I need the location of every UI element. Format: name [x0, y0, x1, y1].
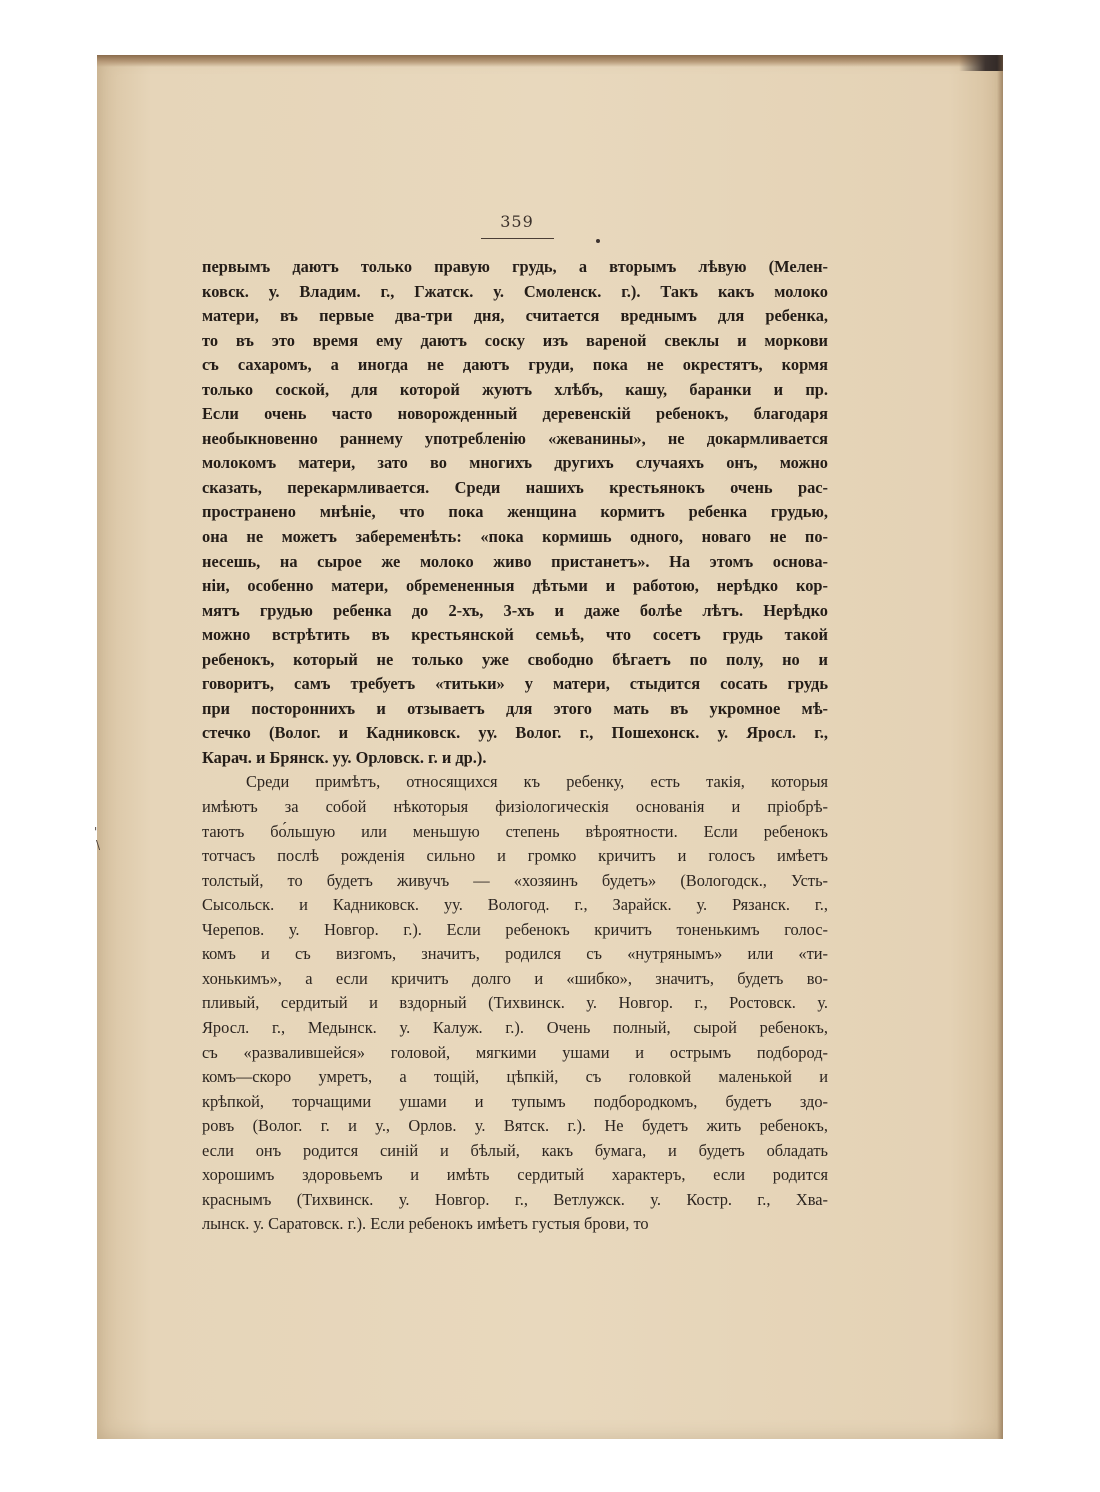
text-line: если онъ родится синій и бѣлый, какъ бумага, и будетъ обладать	[202, 1140, 828, 1160]
text-line: крѣпкой, торчащими ушами и тупымъ подбородкомъ, будетъ здо-	[202, 1091, 828, 1111]
text-line: говоритъ, самъ требуетъ «титьки» у матери, стыдится сосать грудь	[202, 674, 828, 694]
text-line: тотчасъ послѣ рожденія сильно и громко кричитъ и голосъ имѣетъ	[202, 846, 828, 866]
text-line: сказать, перекармливается. Среди нашихъ крестьянокъ очень рас-	[202, 477, 828, 497]
text-line: матери, въ первые два-три дня, считается вреднымъ для ребенка,	[202, 306, 828, 326]
text-line: хонькимъ», а если кричитъ долго и «шибко», значитъ, будетъ во-	[202, 968, 828, 988]
text-line: толстый, то будетъ живучъ — «хозяинъ будетъ» (Вологодск., Усть-	[202, 870, 828, 890]
text-line: имѣютъ за собой нѣкоторыя физіологическія основанія и пріобрѣ-	[202, 797, 828, 817]
text-line: несешь, на сырое же молоко живо пристанетъ». На этомъ основа-	[202, 551, 828, 571]
page-number: 359	[500, 212, 534, 231]
text-line: ровъ (Волог. г. и у., Орлов. у. Вятск. г.). Не будетъ жить ребенокъ,	[202, 1116, 828, 1136]
text-line: Если очень часто новорожденный деревенскій ребенокъ, благодаря	[202, 404, 828, 424]
text-line: она не можетъ забеременѣть: «пока кормишь одного, новаго не по-	[202, 527, 828, 547]
text-line: стечко (Волог. и Кадниковск. уу. Волог. г., Пошехонск. у. Яросл. г.,	[202, 723, 828, 743]
text-line: ребенокъ, который не только уже свободно бѣгаетъ по полу, но и	[202, 649, 828, 669]
paragraph	[202, 255, 828, 770]
text-line: первымъ даютъ только правую грудь, а вторымъ лѣвую (Мелен-	[202, 257, 828, 276]
text-line: хорошимъ здоровьемъ и имѣть сердитый характеръ, если родится	[202, 1165, 828, 1185]
ink-dot	[596, 239, 600, 243]
text-line: мятъ грудью ребенка до 2-хъ, 3-хъ и даже болѣе лѣтъ. Нерѣдко	[202, 600, 828, 620]
text-line: лынск. у. Саратовск. г.). Если ребенокъ имѣетъ густыя брови, то	[202, 1214, 649, 1234]
margin-mark: \	[96, 838, 101, 852]
text-line: съ «развалившейся» головой, мягкими ушами и острымъ подбород-	[202, 1042, 828, 1062]
text-line: при постороннихъ и отзываетъ для этого мать въ укромное мѣ-	[202, 698, 828, 718]
page-number-rule	[481, 238, 554, 239]
text-line: ніи, особенно матери, обремененныя дѣтьми и работою, нерѣдко кор-	[202, 576, 828, 596]
text-line: съ сахаромъ, а иногда не даютъ груди, пока не окрестятъ, кормя	[202, 355, 828, 375]
text-line: молокомъ матери, зато во многихъ другихъ случаяхъ онъ, можно	[202, 453, 828, 473]
text-line: пространено мнѣніе, что пока женщина кормитъ ребенка грудью,	[202, 502, 828, 522]
text-line: только соской, для которой жуютъ хлѣбъ, кашу, баранки и пр.	[202, 379, 828, 399]
body-text	[202, 255, 828, 1237]
text-line: Яросл. г., Медынск. у. Калуж. г.). Очень полный, сырой ребенокъ,	[202, 1017, 828, 1037]
text-line: таютъ бо́льшую или меньшую степень вѣроятности. Если ребенокъ	[202, 821, 828, 841]
text-line: Сысольск. и Кадниковск. уу. Вологод. г., Зарайск. у. Рязанск. г.,	[202, 895, 828, 915]
margin-mark: '	[94, 825, 98, 839]
text-line: можно встрѣтить въ крестьянской семьѣ, что сосетъ грудь такой	[202, 625, 828, 645]
text-line: то въ это время ему даютъ соску изъ вареной свеклы и моркови	[202, 330, 828, 350]
text-line: Карач. и Брянск. уу. Орловск. г. и др.).	[202, 747, 487, 767]
text-line: комъ и съ визгомъ, значитъ, родился съ «нутрянымъ» или «ти-	[202, 944, 828, 964]
text-line: комъ—скоро умретъ, а тощій, цѣпкій, съ головкой маленькой и	[202, 1067, 828, 1087]
text-line: Среди примѣтъ, относящихся къ ребенку, есть такія, которыя	[246, 772, 828, 792]
text-line: необыкновенно раннему употребленію «жеванины», не докармливается	[202, 428, 828, 448]
paragraph	[202, 770, 828, 1236]
text-line: Черепов. у. Новгор. г.). Если ребенокъ кричитъ тоненькимъ голос-	[202, 919, 828, 939]
page-top-edge	[97, 55, 1003, 67]
page-right-edge	[997, 55, 1003, 1439]
text-line: ковск. у. Владим. г., Гжатск. у. Смоленск. г.). Такъ какъ молоко	[202, 281, 828, 301]
text-line: краснымъ (Тихвинск. у. Новгор. г., Ветлужск. у. Костр. г., Хва-	[202, 1189, 828, 1209]
text-line: пливый, сердитый и вздорный (Тихвинск. у. Новгор. г., Ростовск. у.	[202, 993, 828, 1013]
